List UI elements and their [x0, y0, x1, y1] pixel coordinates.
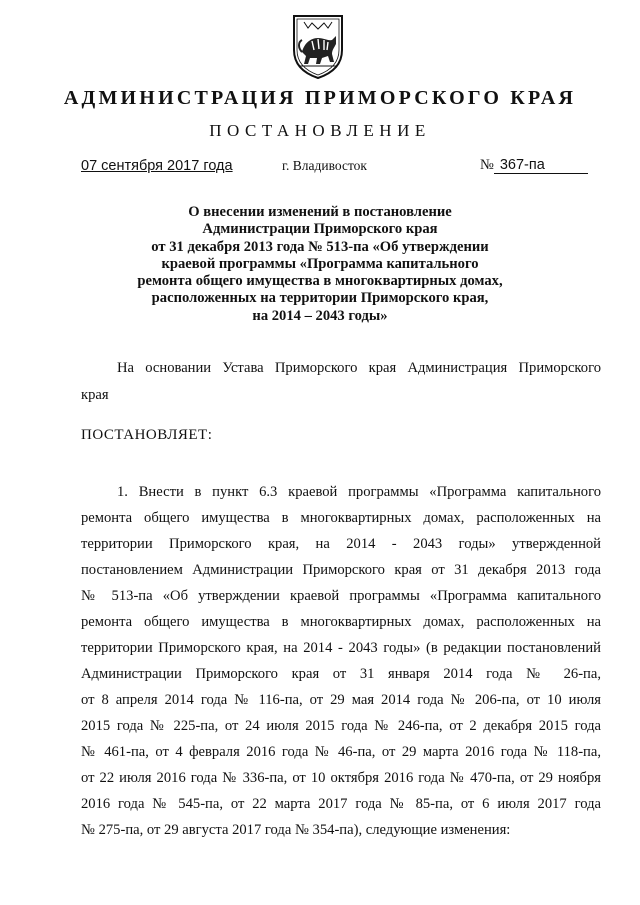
- body-line: постановлением Администрации Приморского края от 31 декабря 2013 года: [81, 562, 601, 578]
- body-line: территории Приморского края, на 2014 - 2043 годы» утвержденной: [81, 536, 601, 552]
- body-line: от 22 июля 2016 года № 336-па, от 10 октября 2016 года № 470-па, от 29 ноября: [81, 770, 601, 786]
- body-line: 2016 года № 545-па, от 22 марта 2017 года № 85-па, от 6 июля 2017 года: [81, 796, 601, 812]
- document-title: [120, 204, 520, 325]
- coat-of-arms-icon: [290, 14, 346, 80]
- title-line: Администрации Приморского края: [202, 221, 438, 238]
- body-line: территории Приморского края, на 2014 - 2043 годы» (в редакции постановлений: [81, 640, 601, 656]
- body-line: № 275-па, от 29 августа 2017 года № 354-па), следующие изменения:: [81, 822, 511, 838]
- number-label: №: [480, 157, 494, 173]
- intro-line: края: [81, 387, 109, 403]
- title-line: расположенных на территории Приморского края,: [151, 290, 489, 307]
- document-number: [480, 157, 600, 174]
- body-line: № 461-па, от 4 февраля 2016 года № 46-па, от 29 марта 2016 года № 118-па,: [81, 744, 601, 760]
- document-type: ПОСТАНОВЛЕНИЕ: [209, 121, 431, 140]
- title-line: ремонта общего имущества в многоквартирных домах,: [137, 273, 503, 290]
- body-line: Администрации Приморского края от 31 января 2014 года № 26-па,: [81, 666, 601, 682]
- body-line: 1. Внести в пункт 6.3 краевой программы «Программа капитального: [117, 484, 601, 500]
- organization-title: АДМИНИСТРАЦИЯ ПРИМОРСКОГО КРАЯ: [63, 87, 577, 109]
- title-line: от 31 декабря 2013 года № 513-па «Об утверждении: [151, 238, 489, 255]
- number-value: 367-па: [494, 157, 588, 174]
- resolution-word: ПОСТАНОВЛЯЕТ:: [81, 427, 213, 443]
- city: г. Владивосток: [282, 158, 367, 173]
- title-line: на 2014 – 2043 годы»: [252, 307, 388, 324]
- title-line: краевой программы «Программа капитального: [161, 255, 479, 272]
- body-line: от 8 апреля 2014 года № 116-па, от 29 мая 2014 года № 206-па, от 10 июля: [81, 692, 601, 708]
- body-line: 2015 года № 225-па, от 24 июля 2015 года № 246-па, от 2 декабря 2015 года: [81, 718, 601, 734]
- document-date: [81, 158, 233, 174]
- body-line: ремонта общего имущества в многоквартирных домах, расположенных на: [81, 510, 601, 526]
- title-line: О внесении изменений в постановление: [188, 204, 452, 220]
- date-value: 07 сентября 2017 года: [81, 158, 233, 174]
- body-line: ремонта общего имущества в многоквартирных домах, расположенных на: [81, 614, 601, 630]
- intro-line: На основании Устава Приморского края Администрация Приморского: [117, 360, 601, 376]
- body-line: № 513-па «Об утверждении краевой программы «Программа капитального: [81, 588, 601, 604]
